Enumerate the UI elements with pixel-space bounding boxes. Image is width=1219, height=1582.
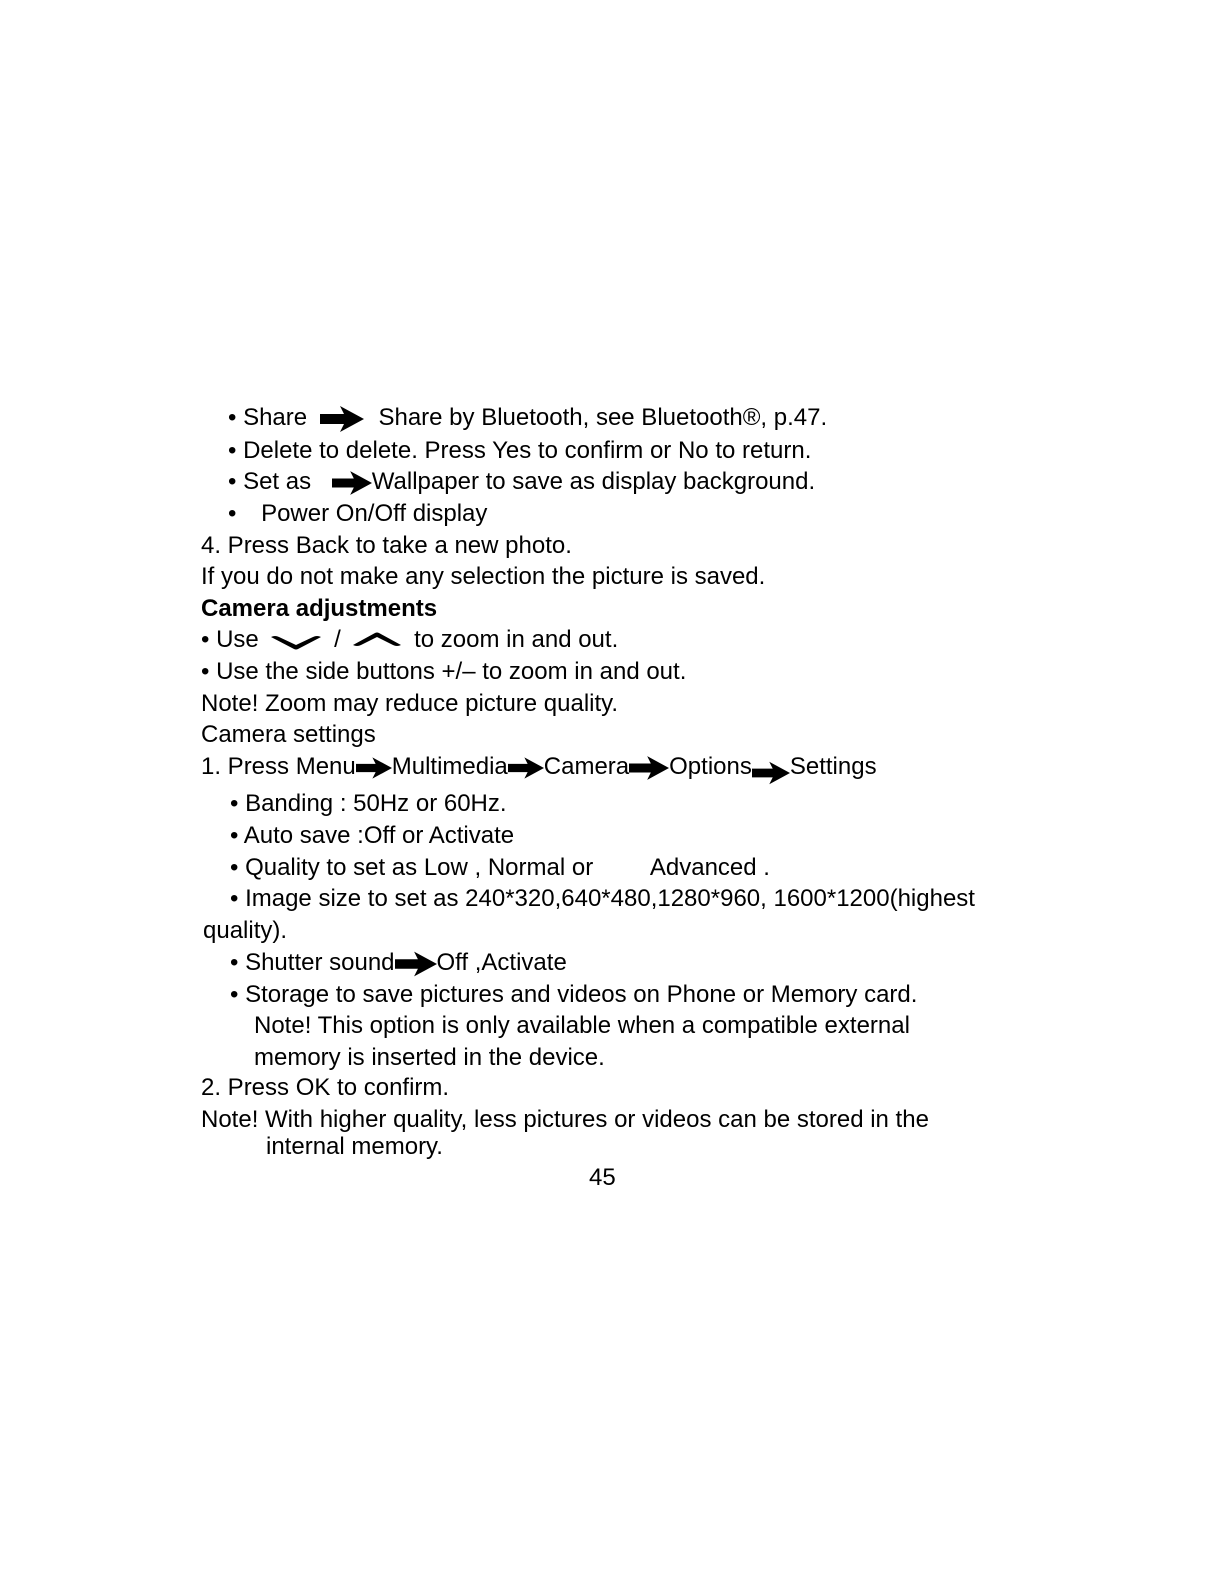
slash: / — [334, 626, 341, 653]
image-size-line: • Image size to set as 240*320,640*480,1280*960, 1600*1200(highest — [230, 885, 975, 912]
share-detail: Share by Bluetooth, see Bluetooth®, p.47. — [378, 404, 828, 431]
right-arrow-icon — [395, 950, 437, 978]
no-selection-line: If you do not make any selection the picture is saved. — [201, 563, 766, 590]
press-back-line: 4. Press Back to take a new photo. — [201, 532, 572, 559]
section-heading: Camera adjustments — [201, 595, 438, 622]
chevron-down-icon — [271, 631, 321, 651]
power-line — [228, 500, 487, 528]
multimedia-step: Multimedia — [391, 753, 508, 780]
right-arrow-icon — [752, 760, 790, 786]
storage-note-2: memory is inserted in the device. — [254, 1044, 605, 1071]
share-line — [228, 404, 827, 433]
power-text: Power On/Off display — [261, 500, 488, 527]
right-arrow-icon — [332, 469, 372, 497]
shutter-options: Off ,Activate — [436, 949, 567, 976]
use-label: • Use — [201, 626, 259, 653]
chevron-up-icon — [353, 631, 401, 651]
set-as-label: • Set as — [228, 468, 312, 495]
set-as-line — [228, 468, 815, 497]
storage-line: • Storage to save pictures and videos on Phone or Memory card. — [230, 981, 918, 1008]
bullet: • — [228, 500, 237, 527]
right-arrow-icon — [320, 405, 364, 433]
share-label: • Share — [228, 404, 308, 431]
zoom-note-line: Note! Zoom may reduce picture quality. — [201, 690, 619, 717]
quality-advanced: Advanced . — [649, 854, 770, 881]
delete-line: • Delete to delete. Press Yes to confirm or No to return. — [228, 437, 812, 464]
settings-step: Settings — [789, 753, 877, 780]
right-arrow-icon — [508, 755, 544, 781]
quality-note-1: Note! With higher quality, less pictures or videos can be stored in the — [201, 1106, 929, 1133]
zoom-use-line — [201, 626, 618, 654]
right-arrow-icon — [629, 755, 669, 781]
banding-line: • Banding : 50Hz or 60Hz. — [230, 790, 507, 817]
menu-path-line — [201, 753, 877, 781]
storage-note-1: Note! This option is only available when a compatible external — [254, 1012, 910, 1039]
set-as-detail: Wallpaper to save as display background. — [371, 468, 816, 495]
page-number: 45 — [589, 1164, 616, 1191]
zoom-text: to zoom in and out. — [414, 626, 619, 653]
shutter-label: • Shutter sound — [230, 949, 395, 976]
quality-note-2: internal memory. — [266, 1133, 443, 1160]
image-size-continued: quality). — [203, 917, 288, 944]
camera-settings-line: Camera settings — [201, 721, 376, 748]
shutter-line — [230, 949, 567, 978]
press-ok-line: 2. Press OK to confirm. — [201, 1074, 450, 1101]
menu-step: 1. Press Menu — [201, 753, 356, 780]
side-buttons-line: • Use the side buttons +/– to zoom in and out. — [201, 658, 687, 685]
right-arrow-icon — [356, 755, 392, 781]
options-step: Options — [669, 753, 752, 780]
camera-step: Camera — [543, 753, 630, 780]
quality-line — [230, 854, 770, 882]
auto-save-line: • Auto save :Off or Activate — [230, 822, 515, 849]
quality-text: • Quality to set as Low , Normal or — [230, 854, 594, 881]
